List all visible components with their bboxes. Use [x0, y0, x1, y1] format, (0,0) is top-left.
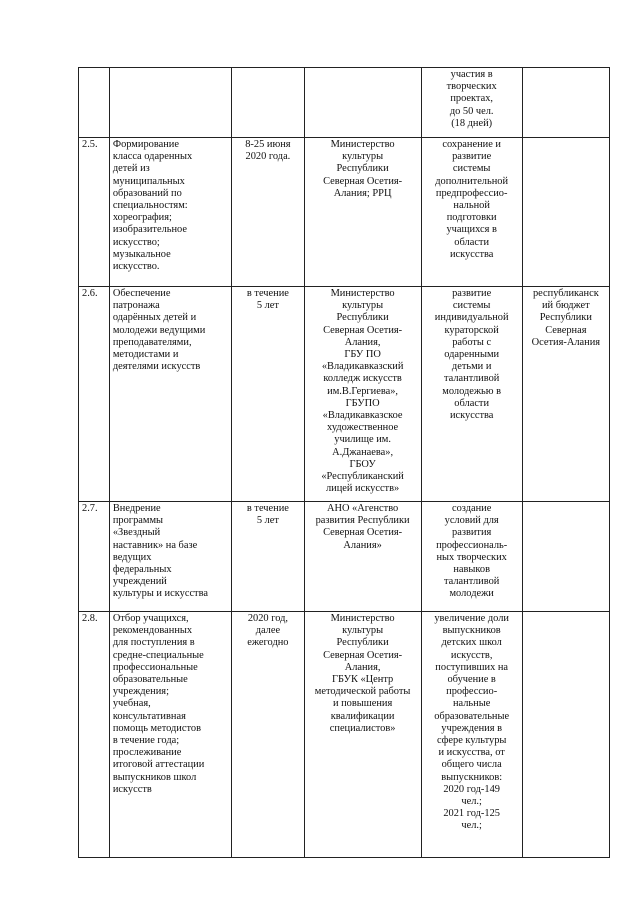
cell-line: образовательные: [434, 710, 510, 722]
cell-line: развития: [452, 527, 492, 539]
cell-line: проектах,: [450, 93, 493, 105]
cell-line: консультативная: [112, 710, 186, 722]
cell-line: специалистов»: [329, 722, 396, 734]
cell-line: наставник» на базе: [112, 539, 198, 551]
cell-line: нальные: [452, 698, 491, 710]
cell-line: искусство.: [112, 261, 160, 273]
cell-line: молодежи ведущими: [112, 324, 206, 336]
cell-line: ий бюджет: [541, 300, 590, 312]
cell-line: класса одаренных: [112, 151, 193, 163]
cell-name: [109, 287, 231, 502]
cell-line: далее: [255, 625, 281, 637]
cell-line: одарённых детей и: [112, 312, 197, 324]
cell-line: преподавателями,: [112, 336, 192, 348]
cell-line: одаренными: [444, 349, 500, 361]
cell-line: талантливой: [443, 373, 500, 385]
cell-finance: [522, 287, 609, 502]
table-row: [79, 287, 610, 502]
cell-finance: [522, 68, 609, 138]
cell-line: культуры и искусства: [112, 588, 208, 600]
cell-line: участия в: [450, 69, 493, 80]
cell-executor: [304, 68, 421, 138]
cell-line: увеличение доли: [434, 613, 509, 624]
cell-line: кураторской: [444, 324, 499, 336]
cell-line: средне-специальные: [112, 649, 204, 661]
cell-line: условий для: [444, 515, 499, 527]
cell-executor: [304, 287, 421, 502]
cell-line: «Владикавказское: [322, 410, 403, 422]
cell-name: [109, 502, 231, 612]
cell-line: методической работы: [314, 686, 411, 698]
cell-line: области: [454, 397, 490, 409]
cell-line: Алания»: [343, 539, 382, 551]
cell-line: подготовки: [446, 212, 497, 224]
cell-line: Министерство: [330, 613, 395, 624]
cell-number: 2.7.: [79, 502, 110, 612]
cell-line: области: [454, 236, 490, 248]
cell-line: ГБОУ: [349, 458, 376, 470]
cell-line: ежегодно: [247, 637, 289, 649]
cell-line: ных творческих: [436, 551, 507, 563]
cell-line: выпускников:: [441, 771, 503, 783]
cell-line: хореография;: [112, 212, 172, 224]
cell-term: [232, 612, 304, 858]
cell-line: выпускников: [442, 625, 501, 637]
cell-line: Республики: [336, 163, 389, 175]
cell-line: до 50 чел.: [449, 105, 494, 117]
cell-line: учащихся в: [446, 224, 497, 236]
cell-line: программы: [112, 515, 164, 527]
cell-line: Обеспечение: [112, 288, 171, 299]
cell-line: Отбор учащихся,: [112, 613, 189, 624]
cell-line: учреждения;: [112, 686, 169, 698]
cell-result: [421, 287, 522, 502]
cell-line: образовательные: [112, 674, 188, 686]
cell-line: рекомендованных: [112, 625, 193, 637]
cell-line: патронажа: [112, 300, 160, 312]
table-row: [79, 68, 610, 138]
cell-line: искусства: [449, 248, 494, 260]
cell-line: развитие: [452, 151, 492, 163]
cell-line: искусства: [449, 410, 494, 422]
cell-line: Республики: [336, 637, 389, 649]
cell-line: 8-25 июня: [245, 139, 291, 150]
cell-name: [109, 612, 231, 858]
cell-line: искусств: [112, 783, 152, 795]
cell-line: методистами и: [112, 349, 179, 361]
cell-line: лицей искусств»: [325, 483, 400, 495]
cell-line: талантливой: [443, 576, 500, 588]
cell-line: нальной: [453, 200, 490, 212]
cell-line: и повышения: [332, 698, 393, 710]
cell-term: [232, 138, 304, 287]
cell-number: [79, 68, 110, 138]
cell-line: ведущих: [112, 551, 152, 563]
cell-line: и искусства, от: [438, 747, 505, 759]
table-row: [79, 612, 610, 858]
cell-line: сфере культуры: [436, 735, 507, 747]
cell-line: молодежи: [449, 588, 494, 600]
cell-line: профессиональные: [112, 661, 198, 673]
cell-line: молодежью в: [442, 385, 502, 397]
cell-line: А.Джанаева»,: [332, 446, 394, 458]
cell-line: 2020 год-149: [443, 783, 500, 795]
cell-term: [232, 68, 304, 138]
cell-executor: [304, 612, 421, 858]
cell-term: [232, 502, 304, 612]
cell-finance: [522, 138, 609, 287]
activity-table: [78, 67, 610, 858]
cell-line: 5 лет: [256, 515, 279, 527]
cell-line: Формирование: [112, 139, 179, 150]
cell-line: Осетия-Алания: [531, 336, 601, 348]
cell-line: профессио-: [446, 686, 498, 698]
cell-line: создание: [451, 503, 492, 514]
cell-line: Северная Осетия-: [323, 175, 403, 187]
cell-result: [421, 138, 522, 287]
cell-line: (18 дней): [451, 117, 493, 129]
cell-line: изобразительное: [112, 224, 187, 236]
cell-line: 2021 год-125: [443, 808, 500, 820]
cell-executor: [304, 502, 421, 612]
cell-line: профессиональ-: [436, 539, 508, 551]
cell-line: образований по: [112, 187, 182, 199]
cell-line: искусство;: [112, 236, 160, 248]
cell-line: дополнительной: [435, 175, 509, 187]
cell-line: училище им.: [334, 434, 391, 446]
cell-executor: [304, 138, 421, 287]
cell-line: творческих: [446, 81, 497, 93]
cell-line: для поступления в: [112, 637, 195, 649]
cell-line: музыкальное: [112, 248, 171, 260]
cell-line: федеральных: [112, 564, 172, 576]
cell-name: [109, 68, 231, 138]
cell-line: республиканск: [532, 288, 599, 299]
cell-line: искусств,: [450, 649, 493, 661]
cell-line: 2020 год,: [247, 613, 288, 624]
cell-line: системы: [452, 163, 491, 175]
cell-line: предпрофессио-: [435, 187, 508, 199]
cell-line: общего числа: [441, 759, 502, 771]
cell-line: чел.;: [461, 796, 482, 808]
cell-line: системы: [452, 300, 491, 312]
cell-line: Алания; РРЦ: [333, 187, 392, 199]
cell-line: учебная,: [112, 698, 151, 710]
cell-line: «Владикавказский: [321, 361, 404, 373]
cell-term: [232, 287, 304, 502]
cell-line: деятелями искусств: [112, 361, 201, 373]
table-row: [79, 502, 610, 612]
cell-line: Северная Осетия-: [323, 649, 403, 661]
cell-line: Северная Осетия-: [323, 324, 403, 336]
cell-line: сохранение и: [442, 139, 501, 150]
cell-number: 2.6.: [79, 287, 110, 502]
cell-line: Северная Осетия-: [323, 527, 403, 539]
cell-line: чел.;: [461, 820, 482, 832]
cell-line: детских школ: [441, 637, 502, 649]
cell-line: ГБУ ПО: [344, 349, 381, 361]
cell-number: 2.8.: [79, 612, 110, 858]
cell-line: детей из: [112, 163, 150, 175]
cell-line: в течение года;: [112, 735, 180, 747]
cell-line: 2020 года.: [245, 151, 291, 163]
cell-line: Северная: [545, 324, 587, 336]
cell-line: квалификации: [330, 710, 395, 722]
cell-line: итоговой аттестации: [112, 759, 205, 771]
cell-line: выпускников школ: [112, 771, 197, 783]
cell-line: обучение в: [447, 674, 496, 686]
cell-line: индивидуальной: [434, 312, 509, 324]
cell-line: помощь методистов: [112, 722, 201, 734]
cell-result: [421, 68, 522, 138]
cell-line: АНО «Агенство: [326, 503, 399, 514]
cell-line: в течение: [246, 288, 289, 299]
cell-line: учреждений: [112, 576, 167, 588]
cell-line: развития Республики: [315, 515, 410, 527]
cell-line: в течение: [246, 503, 289, 514]
cell-result: [421, 502, 522, 612]
cell-line: 5 лет: [256, 300, 279, 312]
cell-number: 2.5.: [79, 138, 110, 287]
table-row: [79, 138, 610, 287]
cell-line: ГБУК «Центр: [331, 674, 394, 686]
cell-line: «Республиканский: [321, 471, 404, 483]
cell-line: ГБУПО: [345, 397, 380, 409]
cell-line: Республики: [539, 312, 592, 324]
cell-line: Алания,: [344, 661, 381, 673]
cell-line: навыков: [453, 564, 490, 576]
cell-line: культуры: [342, 300, 384, 312]
cell-finance: [522, 612, 609, 858]
cell-result: [421, 612, 522, 858]
cell-line: прослеживание: [112, 747, 182, 759]
cell-name: [109, 138, 231, 287]
cell-line: учреждения в: [441, 722, 503, 734]
cell-finance: [522, 502, 609, 612]
cell-line: муниципальных: [112, 175, 185, 187]
cell-line: Внедрение: [112, 503, 161, 514]
cell-line: Республики: [336, 312, 389, 324]
cell-line: детьми и: [451, 361, 492, 373]
cell-line: культуры: [342, 625, 384, 637]
cell-line: специальностям:: [112, 200, 188, 212]
cell-line: работы с: [452, 336, 492, 348]
cell-line: поступивших на: [435, 661, 509, 673]
cell-line: Алания,: [344, 336, 381, 348]
cell-line: Министерство: [330, 288, 395, 299]
cell-line: колледж искусств: [323, 373, 402, 385]
cell-line: Министерство: [330, 139, 395, 150]
cell-line: культуры: [342, 151, 384, 163]
cell-line: «Звездный: [112, 527, 161, 539]
cell-line: развитие: [452, 288, 492, 299]
cell-line: им.В.Гергиева»,: [327, 385, 399, 397]
cell-line: художественное: [327, 422, 399, 434]
